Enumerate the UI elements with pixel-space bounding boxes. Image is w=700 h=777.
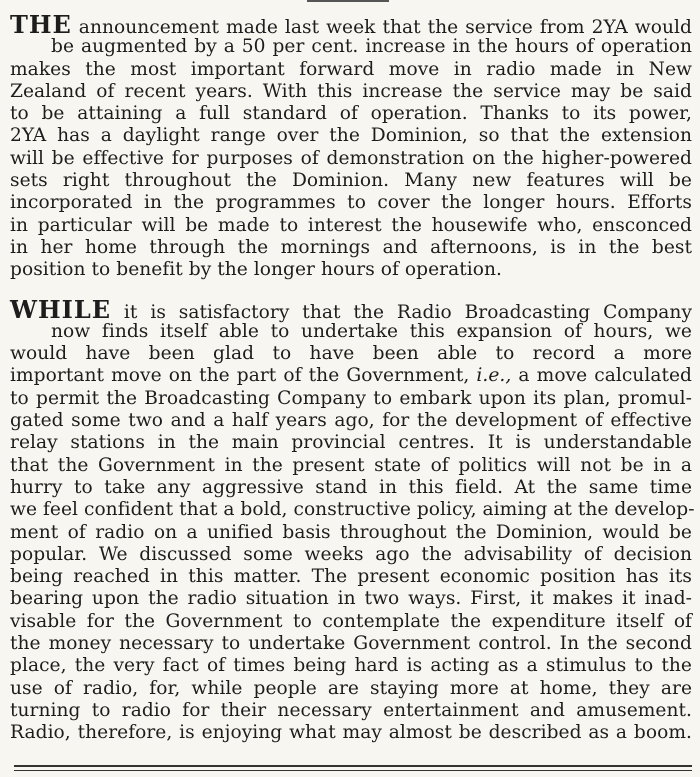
paragraph-line: ment of radio on a unified basis throughout the Dominion, would be: [10, 521, 692, 543]
paragraph-line: Zealand of recent years. With this increase the service may be said: [10, 80, 692, 102]
paragraph-line: 2YA has a daylight range over the Dominion, so that the extension: [10, 125, 692, 147]
paragraph-line: important move on the part of the Government, i.e., a move calculated: [10, 365, 692, 387]
paragraph-line: WHILE it is satisfactory that the Radio Broadcasting Company: [10, 294, 692, 324]
paragraph-line: turning to radio for their necessary entertainment and amusement.: [10, 699, 692, 721]
paragraph-line: in her home through the mornings and afternoons, is in the best: [10, 236, 692, 258]
paragraph-line: makes the most important forward move in radio made in New: [10, 58, 692, 80]
paragraph-line: now finds itself able to undertake this expansion of hours, we: [51, 320, 692, 342]
paragraph-line: Radio, therefore, is enjoying what may almost be described as a boom.: [10, 722, 692, 744]
dropcap: THE: [10, 10, 72, 39]
paragraph-line: that the Government in the present state of politics will not be in a: [10, 454, 692, 476]
paragraph-line: in particular will be made to interest the housewife who, ensconced: [10, 214, 692, 236]
paragraph-2ya-announcement: [10, 10, 692, 282]
paragraph-line: would have been glad to have been able to record a more: [10, 343, 692, 365]
paragraph-line: incorporated in the programmes to cover the longer hours. Efforts: [10, 192, 692, 214]
paragraph-broadcasting-company: [10, 294, 695, 745]
bottom-rule: [14, 765, 692, 767]
dropcap: WHILE: [10, 294, 112, 324]
paragraph-line: THE announcement made last week that the service from 2YA would: [10, 10, 692, 39]
paragraph-line: popular. We discussed some weeks ago the advisability of decision: [10, 543, 692, 565]
editorial-article: [10, 10, 695, 745]
paragraph-line: use of radio, for, while people are staying more at home, they are: [10, 677, 692, 699]
paragraph-gap: [10, 282, 692, 299]
paragraph-line: place, the very fact of times being hard is acting as a stimulus to the: [10, 655, 692, 677]
paragraph-line: hurry to take any aggressive stand in this field. At the same time: [10, 476, 692, 498]
paragraph-line: being reached in this matter. The present economic position has its: [10, 566, 692, 588]
paragraph-line: be augmented by a 50 per cent. increase in the hours of operation: [51, 36, 692, 58]
bottom-rule: [14, 770, 692, 771]
paragraph-line: position to benefit by the longer hours of operation.: [10, 259, 502, 281]
paragraph-line: will be effective for purposes of demonstration on the higher-powered: [10, 147, 692, 169]
paragraph-line: gated some two and a half years ago, for the development of effective: [10, 410, 692, 432]
paragraph-line: to permit the Broadcasting Company to embark upon its plan, promul-: [10, 387, 692, 409]
paragraph-line: the money necessary to undertake Government control. In the second: [10, 633, 692, 655]
paragraph-line: relay stations in the main provincial centres. It is understandable: [10, 432, 692, 454]
paragraph-line: we feel confident that a bold, constructive policy, aiming at the develop-: [10, 499, 695, 521]
paragraph-line: bearing upon the radio situation in two ways. First, it makes it inad-: [10, 588, 692, 610]
paragraph-line: to be attaining a full standard of operation. Thanks to its power,: [10, 103, 692, 125]
italic-ie: i.e.,: [476, 365, 512, 387]
top-rule: [307, 0, 389, 2]
paragraph-line: visable for the Government to contemplate the expenditure itself of: [10, 610, 692, 632]
paragraph-line: sets right throughout the Dominion. Many new features will be: [10, 170, 692, 192]
